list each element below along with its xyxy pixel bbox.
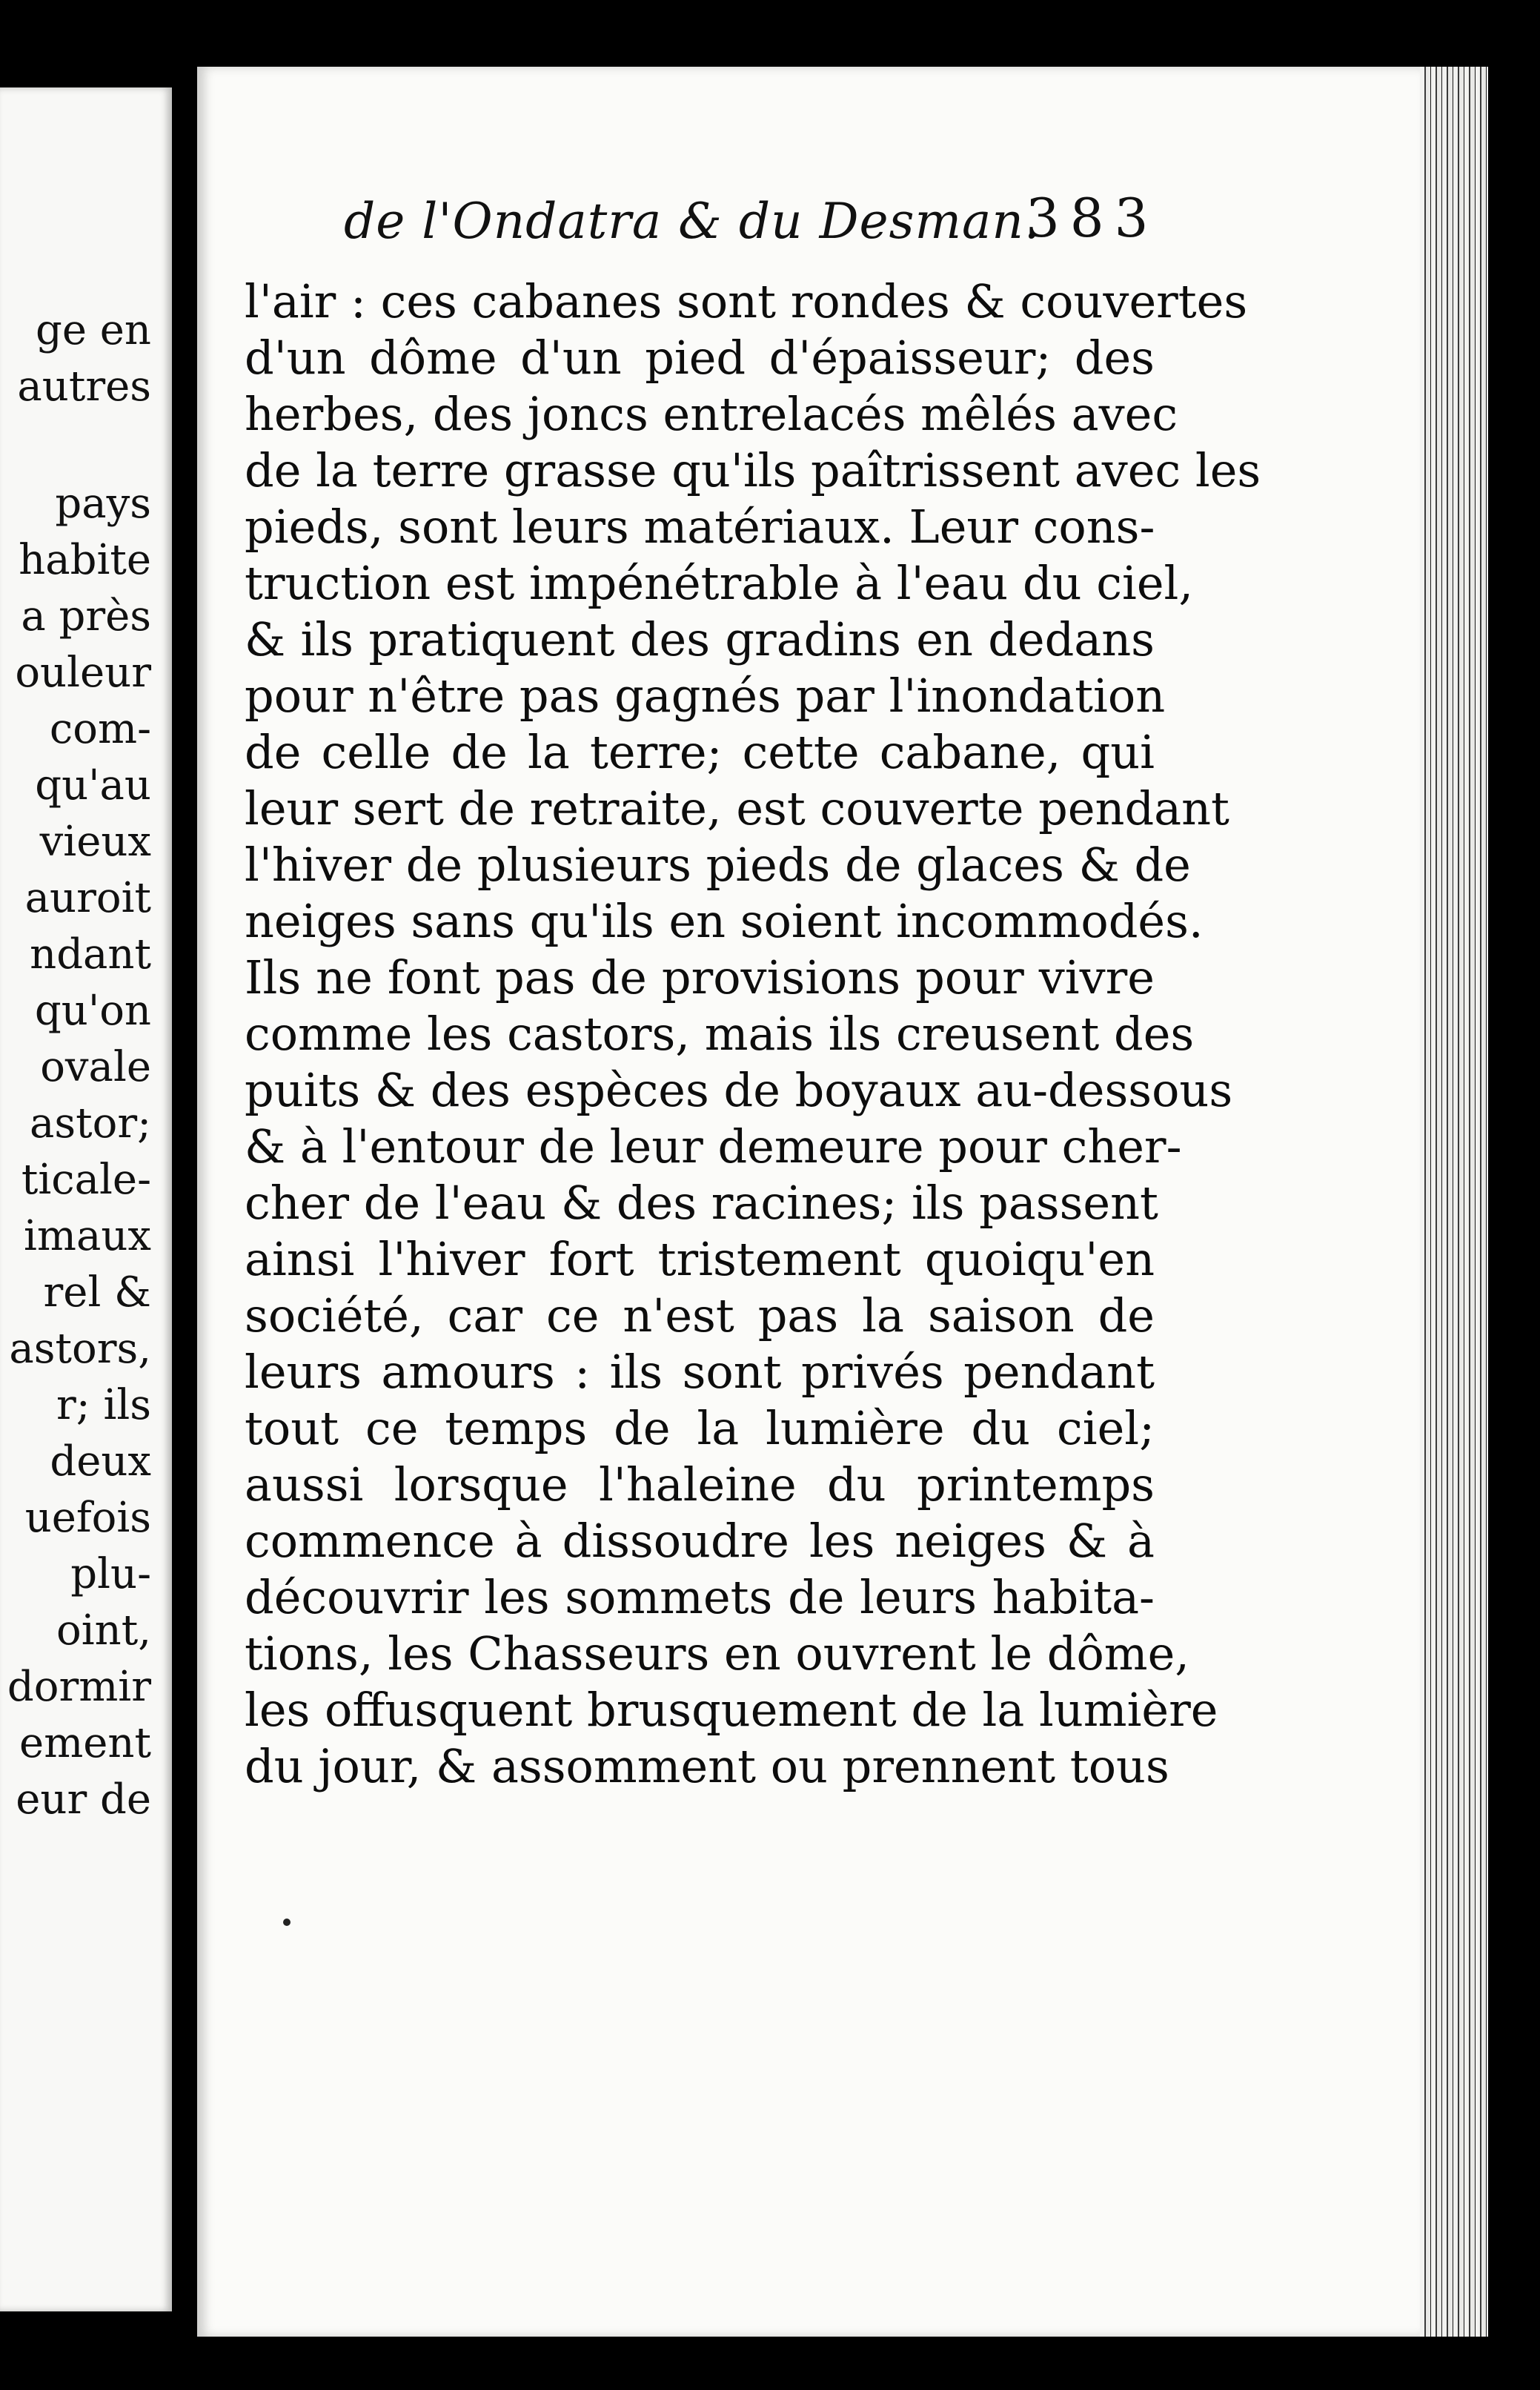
- left-page-line: qu'au: [35, 761, 151, 810]
- left-page-line: autres: [17, 363, 151, 411]
- body-line: du jour, & assomment ou prennent tous: [245, 1739, 1169, 1793]
- body-line: l'hiver de plusieurs pieds de glaces & de: [245, 838, 1191, 892]
- left-page-line: astor;: [30, 1099, 151, 1148]
- left-page-line: astors,: [9, 1325, 151, 1373]
- body-line: tout ce temps de la lumière du ciel;: [245, 1401, 1155, 1455]
- book-gutter: [172, 0, 197, 2390]
- left-page-line: dormir: [7, 1663, 151, 1711]
- left-page-line: pays: [55, 480, 151, 528]
- left-page-line: com-: [49, 705, 151, 753]
- left-page-line: plu-: [70, 1550, 151, 1598]
- body-line: ainsi l'hiver fort tristement quoiqu'en: [245, 1232, 1155, 1286]
- body-line: pieds, sont leurs matériaux. Leur cons-: [245, 500, 1155, 554]
- left-page-line: vieux: [39, 818, 151, 866]
- body-line: Ils ne font pas de provisions pour vivre: [245, 950, 1155, 1004]
- left-page-line: uefois: [24, 1494, 151, 1542]
- left-page-line: deux: [50, 1437, 151, 1486]
- left-page-fragment: [0, 87, 172, 2311]
- left-page-line: imaux: [23, 1212, 151, 1260]
- right-page: [197, 67, 1420, 2337]
- body-line: & ils pratiquent des gradins en dedans: [245, 612, 1155, 666]
- page-number: 383: [1026, 187, 1159, 249]
- body-line: leur sert de retraite, est couverte pendant: [245, 781, 1229, 835]
- body-line: commence à dissoudre les neiges & à: [245, 1514, 1155, 1568]
- body-line: les offusquent brusquement de la lumière: [245, 1683, 1218, 1737]
- left-page-line: ouleur: [15, 649, 151, 697]
- body-line: herbes, des joncs entrelacés mêlés avec: [245, 387, 1178, 441]
- left-page-line: auroit: [24, 874, 151, 922]
- body-line: & à l'entour de leur demeure pour cher-: [245, 1119, 1182, 1174]
- left-page-line: ovale: [40, 1043, 151, 1091]
- left-page-line: r; ils: [56, 1381, 151, 1429]
- body-line: comme les castors, mais ils creusent des: [245, 1007, 1195, 1061]
- body-line: neiges sans qu'ils en soient incommodés.: [245, 894, 1204, 948]
- left-page-line: habite: [19, 536, 151, 584]
- left-page-line: rel &: [43, 1268, 151, 1317]
- body-line: puits & des espèces de boyaux au-dessous: [245, 1063, 1233, 1117]
- left-page-line: ticale-: [21, 1156, 151, 1204]
- left-page-line: eur de: [16, 1775, 151, 1824]
- left-page-line: oint,: [56, 1606, 151, 1655]
- left-page-line: ement: [19, 1719, 151, 1767]
- page-edge-stack: [1420, 67, 1488, 2337]
- ink-speck: [283, 1919, 291, 1926]
- body-line: découvrir les sommets de leurs habita-: [245, 1570, 1155, 1624]
- body-line: l'air : ces cabanes sont rondes & couvertes: [245, 274, 1248, 328]
- left-page-line: a près: [21, 592, 151, 640]
- left-page-line: ndant: [30, 930, 151, 979]
- body-line: truction est impénétrable à l'eau du ciel,: [245, 556, 1194, 610]
- body-line: tions, les Chasseurs en ouvrent le dôme,: [245, 1626, 1189, 1681]
- body-line: pour n'être pas gagnés par l'inondation: [245, 669, 1166, 723]
- running-head-title: de l'Ondatra & du Desman.: [344, 193, 1041, 250]
- left-page-line: qu'on: [34, 987, 151, 1035]
- body-line: leurs amours : ils sont privés pendant: [245, 1345, 1155, 1399]
- body-line: société, car ce n'est pas la saison de: [245, 1288, 1155, 1343]
- body-line: de la terre grasse qu'ils paîtrissent avec les: [245, 443, 1261, 497]
- body-line: aussi lorsque l'haleine du printemps: [245, 1457, 1155, 1512]
- body-line: d'un dôme d'un pied d'épaisseur; des: [245, 331, 1155, 385]
- body-line: de celle de la terre; cette cabane, qui: [245, 725, 1155, 779]
- body-line: cher de l'eau & des racines; ils passent: [245, 1176, 1158, 1230]
- left-page-line: ge en: [36, 306, 151, 354]
